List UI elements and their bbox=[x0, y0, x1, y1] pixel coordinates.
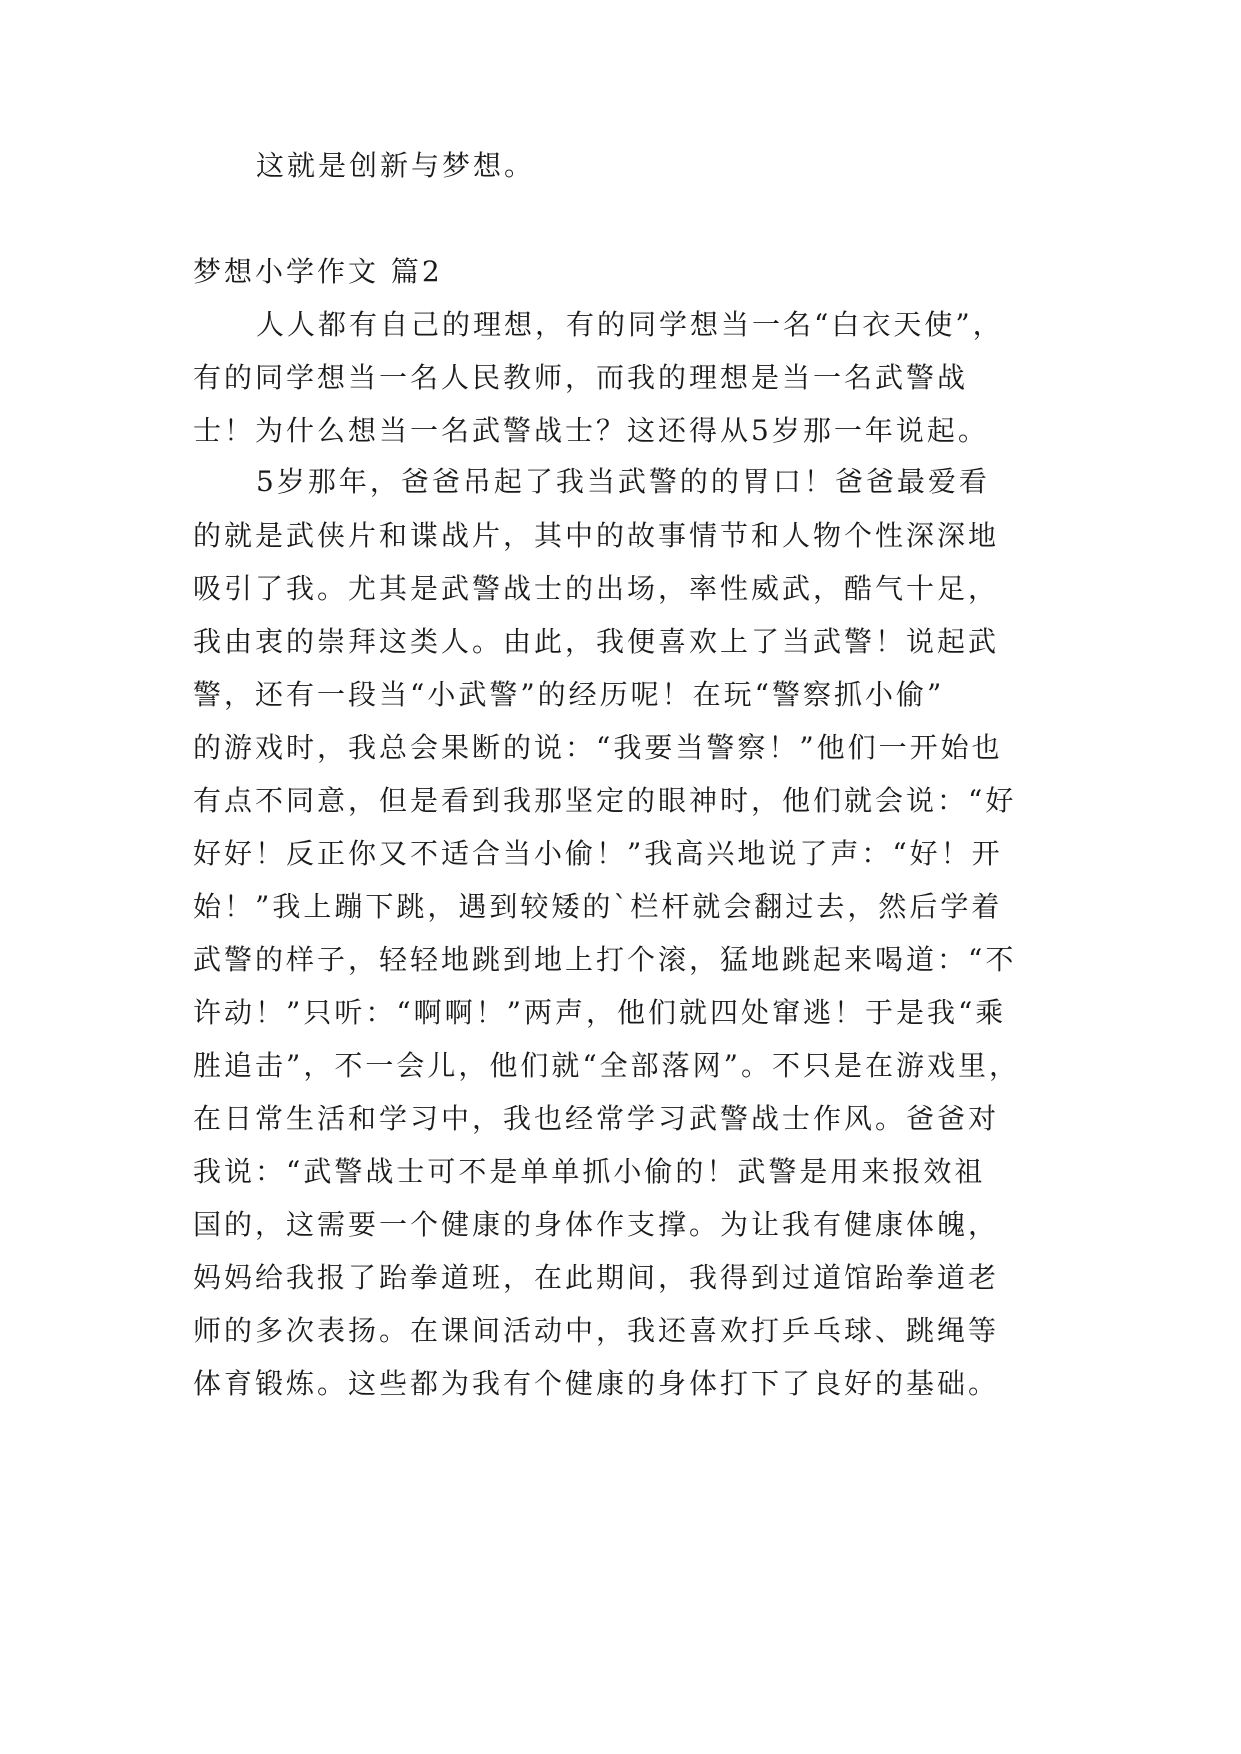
paragraph-line: 的游戏时，我总会果断的说：“我要当警察！”他们一开始也 bbox=[193, 731, 1003, 764]
paragraph-line: 吸引了我。尤其是武警战士的出场，率性威武，酷气十足， bbox=[193, 572, 1000, 605]
paragraph-line: 妈妈给我报了跆拳道班，在此期间，我得到过道馆跆拳道老 bbox=[193, 1261, 1000, 1294]
paragraph-line: 5岁那年，爸爸吊起了我当武警的的胃口！爸爸最爱看 bbox=[256, 465, 990, 498]
paragraph-line: 我说：“武警战士可不是单单抓小偷的！武警是用来报效祖 bbox=[193, 1155, 986, 1188]
paragraph-line: 我由衷的崇拜这类人。由此，我便喜欢上了当武警！说起武 bbox=[193, 625, 1000, 658]
paragraph-line: 国的，这需要一个健康的身体作支撑。为让我有健康体魄， bbox=[193, 1208, 1000, 1241]
paragraph-line: 的就是武侠片和谍战片，其中的故事情节和人物个性深深地 bbox=[193, 519, 1000, 552]
paragraph-line: 许动！”只听：“啊啊！”两声，他们就四处窜逃！于是我“乘 bbox=[193, 996, 1007, 1029]
paragraph-line: 体育锻炼。这些都为我有个健康的身体打下了良好的基础。 bbox=[193, 1367, 1000, 1400]
paragraph-line: 师的多次表扬。在课间活动中，我还喜欢打乒乓球、跳绳等 bbox=[193, 1314, 1000, 1347]
paragraph-line: 胜追击”，不一会儿，他们就“全部落网”。不只是在游戏里， bbox=[193, 1049, 1020, 1082]
paragraph-line: 好好！反正你又不适合当小偷！”我高兴地说了声：“好！开 bbox=[193, 837, 1003, 870]
paragraph-line: 警，还有一段当“小武警”的经历呢！在玩“警察抓小偷” bbox=[193, 678, 945, 711]
paragraph-line: 武警的样子，轻轻地跳到地上打个滚，猛地跳起来喝道：“不 bbox=[193, 943, 1017, 976]
section-heading: 梦想小学作文 篇2 bbox=[193, 255, 443, 288]
paragraph-line: 在日常生活和学习中，我也经常学习武警战士作风。爸爸对 bbox=[193, 1102, 1000, 1135]
closing-line: 这就是创新与梦想。 bbox=[256, 149, 536, 182]
paragraph-line: 人人都有自己的理想，有的同学想当一名“白衣天使”， bbox=[256, 308, 1004, 341]
paragraph-line: 士！为什么想当一名武警战士？这还得从5岁那一年说起。 bbox=[193, 414, 989, 447]
paragraph-line: 始！”我上蹦下跳，遇到较矮的`栏杆就会翻过去，然后学着 bbox=[193, 890, 1003, 923]
paragraph-line: 有点不同意，但是看到我那坚定的眼神时，他们就会说：“好 bbox=[193, 784, 1017, 817]
paragraph-line: 有的同学想当一名人民教师，而我的理想是当一名武警战 bbox=[193, 361, 969, 394]
